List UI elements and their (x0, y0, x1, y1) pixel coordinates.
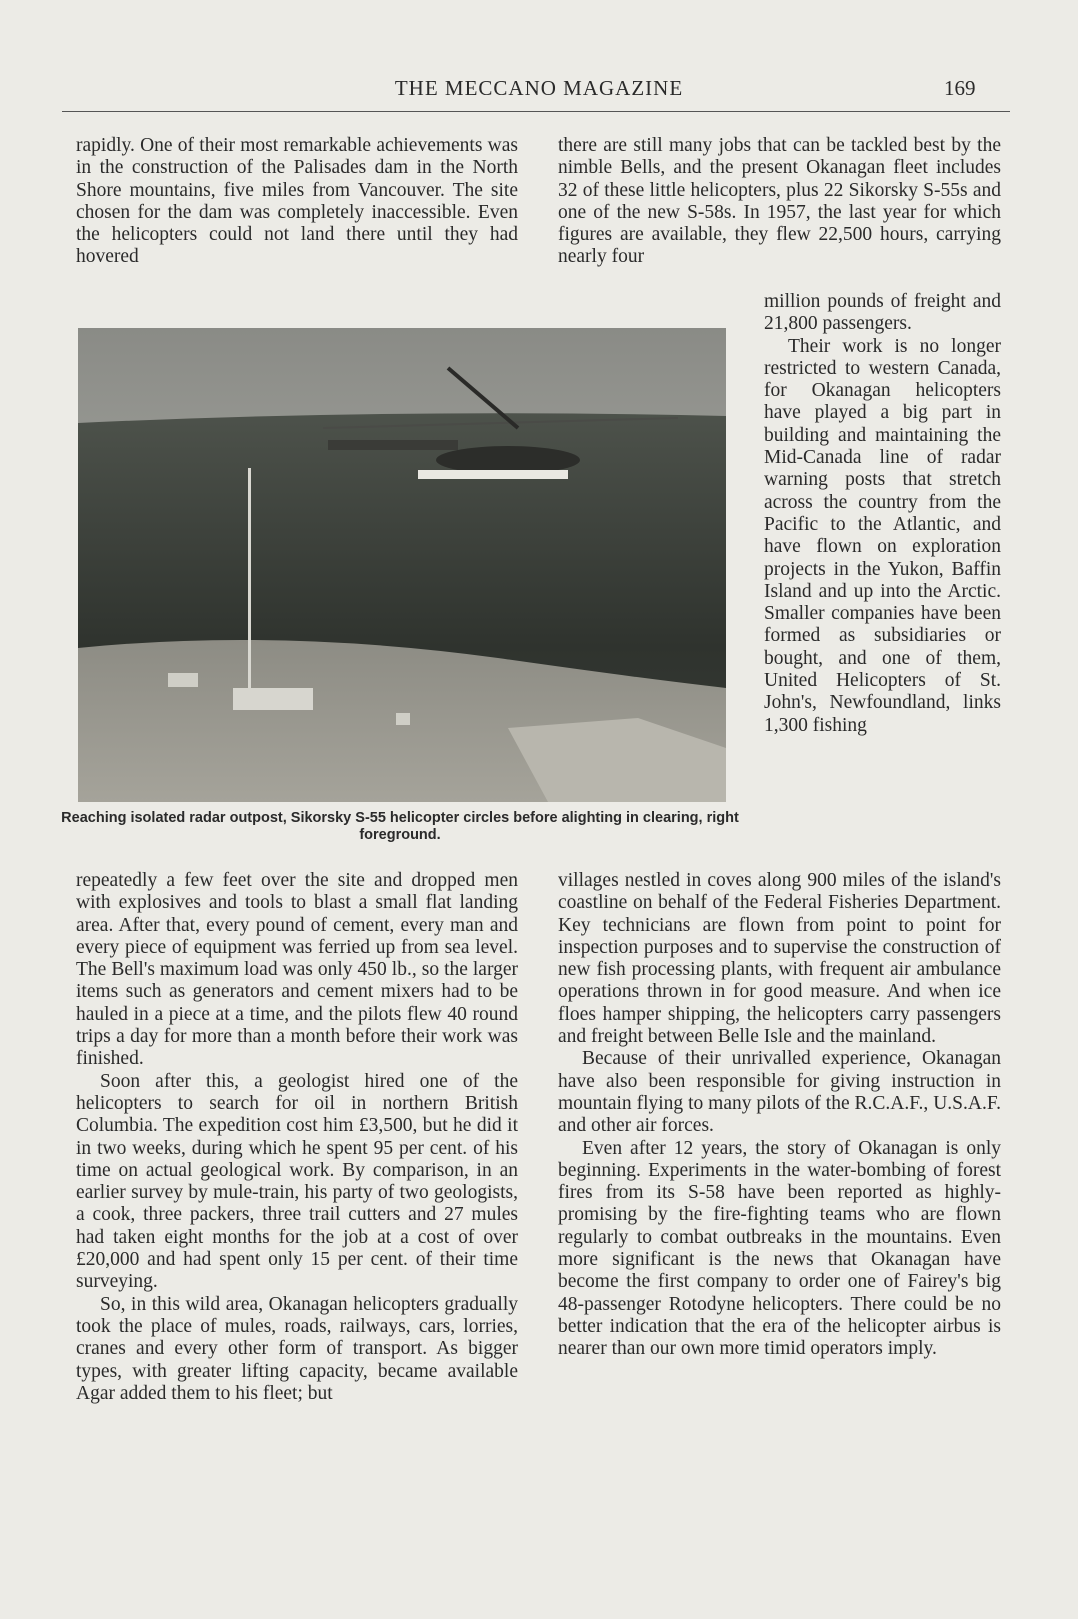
left-column-top (76, 135, 518, 269)
right-top-paragraph: there are still many jobs that can be tackled best by the nimble Bells, and the present Okanagan fleet includes 32 of these little helicopters, plus 22 Sikorsky S-55s and one of the new S-58s. In 1957, the last year for which figures are available, they flew 22,500 hours, carrying nearly four (558, 135, 1001, 268)
helicopter-photo (78, 328, 726, 802)
right-column-top (558, 135, 1001, 269)
left-column-bottom (76, 870, 518, 1405)
right-paragraph-3: Even after 12 years, the story of Okanagan is only beginning. Experiments in the water-bombing of forest fires from its S-58 have been reported as highly-promising by the fire-fighting teams who are flown regularly to combat outbreaks in the mountains. Even more significant is the news that Okanagan have become the first company to order one of Fairey's big 48-passenger Rotodyne helicopters. There could be no better indication that the era of the helicopter airbus is nearer than our own more timid operators imply. (558, 1137, 1001, 1360)
right-paragraph-1: villages nestled in coves along 900 miles of the island's coastline on behalf of the Federal Fisheries Department. Key technicians are flown from point to point for inspection purposes and to supervise the construction of new fish processing plants, with frequent air ambulance operations thrown in for good measure. And when ice floes hamper shipping, the helicopters carry passengers and freight between Belle Isle and the mainland. (558, 870, 1001, 1048)
left-paragraph-2: Soon after this, a geologist hired one of the helicopters to search for oil in northern British Columbia. The expedition cost him £3,500, but he did it in two weeks, during which he spent 95 per cent. of his time on actual geological work. By comparison, in an earlier survey by mule-train, his party of two geologists, a cook, three packers, three trail cutters and 27 mules had taken eight months for the job at a cost of over £20,000 and had spent only 15 per cent. of their time surveying. (76, 1070, 518, 1293)
right-side-paragraph: Their work is no longer restricted to western Canada, for Okanagan helicopters have played a big part in building and maintaining the Mid-Canada line of radar warning posts that stretch across the country from the Pacific to the Atlantic, and have flown on exploration projects in the Yukon, Baffin Island and up into the Arctic. Smaller companies have been formed as subsidiaries or bought, and one of them, United Helicopters of St. John's, Newfoundland, links 1,300 fishing (764, 335, 1001, 736)
left-top-paragraph: rapidly. One of their most remarkable achievements was in the construction of the Palisades dam in the North Shore mountains, five miles from Vancouver. The site chosen for the dam was completely inaccessible. Even the helicopters could not land there until they had hovered (76, 135, 518, 268)
photo-caption: Reaching isolated radar outpost, Sikorsky S-55 helicopter circles before alighting in clearing, right foreground. (61, 810, 739, 843)
right-side-column (764, 291, 1001, 737)
helicopter-photo-illustration (78, 328, 726, 802)
header-rule (62, 111, 1010, 112)
page-number: 169 (944, 76, 976, 100)
left-paragraph-1: repeatedly a few feet over the site and dropped men with explosives and tools to blast a small flat landing area. After that, every pound of cement, every man and every piece of equipment was ferried up from sea level. The Bell's maximum load was only 450 lb., so the larger items such as generators and cement mixers had to be hauled in a piece at a time, and the pilots flew 40 round trips a day for more than a month before their work was finished. (76, 870, 518, 1070)
right-side-text: million pounds of freight and 21,800 passengers. (764, 291, 1001, 335)
right-column-bottom (558, 870, 1001, 1361)
left-paragraph-3: So, in this wild area, Okanagan helicopters gradually took the place of mules, roads, railways, cars, lorries, cranes and every other form of transport. As bigger types, with greater lifting capacity, became available Agar added them to his fleet; but (76, 1293, 518, 1404)
running-header-title: THE MECCANO MAGAZINE (394, 76, 684, 100)
right-paragraph-2: Because of their unrivalled experience, Okanagan have also been responsible for giving instruction in mountain flying to many pilots of the R.C.A.F., U.S.A.F. and other air forces. (558, 1048, 1001, 1137)
